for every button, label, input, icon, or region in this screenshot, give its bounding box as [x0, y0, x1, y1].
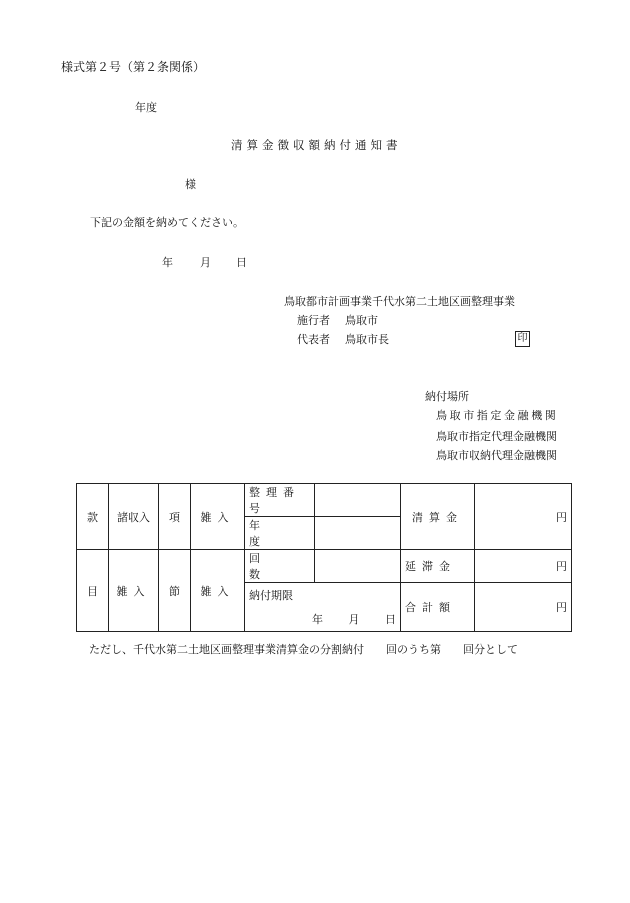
- form-number: 様式第２号（第２条関係）: [61, 60, 206, 74]
- goukei-yen: 円: [475, 583, 572, 632]
- fiscal-year: 年度: [135, 101, 157, 114]
- payment-table: [76, 483, 572, 632]
- seiri-bango-label: 整理番号: [245, 484, 315, 517]
- addressee-suffix: 様: [185, 178, 196, 191]
- payment-place-item: 鳥取市指定金融機関: [436, 409, 559, 422]
- noufu-kigen-cell: [245, 583, 401, 632]
- kigen-day: 日: [385, 613, 396, 626]
- date-month: 月: [200, 256, 211, 269]
- seal-mark: 印: [515, 331, 530, 347]
- nendo-label: 年度: [245, 517, 315, 550]
- entaikin-label: 延滞金: [401, 550, 475, 583]
- seisankin-label: 清算金: [401, 484, 475, 550]
- kou-label: 項: [159, 484, 191, 550]
- kou-value: 雑入: [191, 484, 245, 550]
- footnote-text: ただし、千代水第二土地区画整理事業清算金の分割納付 回のうち第 回分として: [89, 643, 518, 656]
- nendo-cell: [315, 517, 401, 550]
- date-day: 日: [236, 256, 247, 269]
- moku-value: 雑入: [109, 550, 159, 632]
- project-name: 鳥取都市計画事業千代水第二土地区画整理事業: [284, 295, 515, 308]
- executor-name: 鳥取市: [345, 314, 378, 327]
- kan-label: 款: [77, 484, 109, 550]
- setsu-label: 節: [159, 550, 191, 632]
- executor-label: 施行者: [297, 314, 330, 327]
- goukei-label: 合計額: [401, 583, 475, 632]
- kaisuu-label: 回数: [245, 550, 315, 583]
- representative-label: 代表者: [297, 333, 330, 346]
- entaikin-yen: 円: [475, 550, 572, 583]
- setsu-value: 雑入: [191, 550, 245, 632]
- payment-place-label: 納付場所: [425, 390, 469, 403]
- seiri-bango-cell: [315, 484, 401, 517]
- kigen-year: 年: [312, 613, 323, 626]
- seisankin-yen: 円: [475, 484, 572, 550]
- kan-value: 諸収入: [109, 484, 159, 550]
- kigen-month: 月: [348, 613, 360, 626]
- payment-place-item: 鳥取市収納代理金融機関: [436, 449, 557, 462]
- date-year: 年: [162, 256, 173, 269]
- instruction-text: 下記の金額を納めてください。: [90, 216, 244, 229]
- representative-name: 鳥取市長: [345, 333, 389, 346]
- kaisuu-cell: [315, 550, 401, 583]
- moku-label: 目: [77, 550, 109, 632]
- document-title: 清算金徴収額納付通知書: [231, 138, 402, 152]
- payment-place-item: 鳥取市指定代理金融機関: [436, 430, 557, 443]
- noufu-kigen-label: 納付期限: [249, 589, 293, 602]
